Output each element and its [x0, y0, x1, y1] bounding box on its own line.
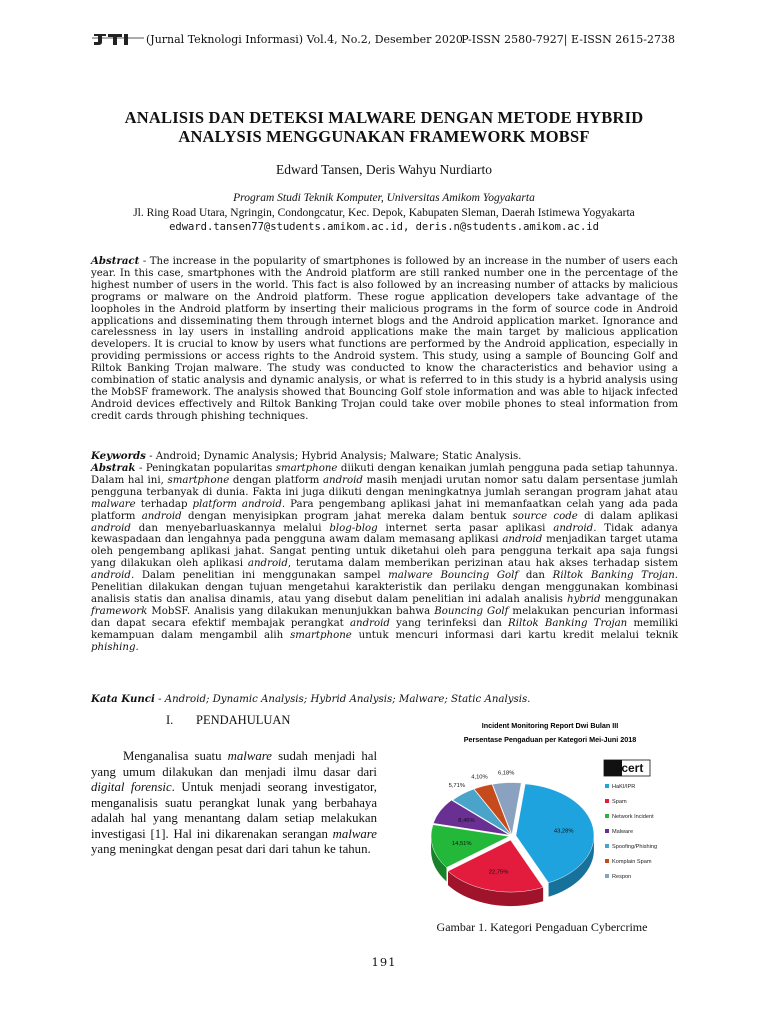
- abstrak-italic: android.: [553, 522, 597, 534]
- abstrak-italic: android: [141, 510, 182, 522]
- abstrak-italic: android: [502, 534, 543, 546]
- legend-swatch: [605, 814, 609, 818]
- abstrak-text: MobSF. Analisis yang dilakukan menunjukkan bahwa: [147, 605, 435, 617]
- figure-caption: Gambar 1. Kategori Pengaduan Cybercrime: [436, 920, 648, 934]
- journal-info: (Jurnal Teknologi Informasi) Vol.4, No.2, Desember 2020: [146, 33, 463, 46]
- legend-label: Spam: [612, 799, 627, 805]
- intro-italic: malware: [332, 826, 377, 841]
- pie-data-label: 14,51%: [451, 841, 472, 848]
- intro-text: sudah menjadi hal yang umum dilakukan dan menjadi ilmu dasar dari: [91, 749, 377, 779]
- chart-legend: [605, 784, 657, 880]
- intro-italic: digital forensic: [91, 780, 172, 794]
- abstrak-text: terhadap: [135, 498, 193, 510]
- pie-data-label: 43,28%: [553, 828, 574, 835]
- abstrak-label: Abstrak: [91, 462, 136, 474]
- abstrak-text: di dalam aplikasi: [577, 510, 679, 522]
- abstrak-italic: hybrid: [567, 593, 601, 605]
- kata-kunci-label: Kata Kunci: [91, 693, 155, 705]
- pie-data-label: 6,18%: [497, 770, 515, 777]
- abstrak-italic: malware Bouncing Golf: [388, 570, 519, 582]
- legend-swatch: [605, 784, 609, 788]
- abstrak-text: dan: [518, 570, 553, 582]
- abstrak-italic: source code: [512, 510, 578, 522]
- legend-swatch: [605, 874, 609, 878]
- legend-swatch: [605, 799, 609, 803]
- abstrak-text: Penelitian dilakukan dengan tujuan mengetahui karakteristik dan perilaku dengan menggunakan kombinasi analisis statis dan analisa dinamis, atau yang disebut dalam penelitian ini adalah analisis: [91, 582, 678, 605]
- idcert-logo-text: idcert: [610, 761, 644, 775]
- abstrak-text: menjadikan target utama oleh pengembang aplikasi jahat. Sangat penting untuk diketahui oleh para pengguna terkait apa saja fungsi yang dilakukan oleh aplikasi: [91, 534, 678, 570]
- issn: P-ISSN 2580-7927| E-ISSN 2615-2738: [461, 33, 675, 46]
- abstrak-text: melakukan pencurian informasi dan dapat secara efektif membajak perangkat: [91, 605, 679, 629]
- abstrak-italic: Bouncing Golf: [434, 605, 509, 617]
- abstrak-italic: phishing.: [91, 641, 139, 653]
- legend-swatch: [605, 844, 609, 848]
- abstrak-italic: blog-blog: [329, 522, 378, 534]
- kata-kunci-text: - Android; Dynamic Analysis; Hybrid Analysis; Malware; Static Analysis.: [154, 694, 531, 705]
- abstract: [91, 256, 678, 423]
- abstrak-italic: platform android.: [192, 498, 286, 510]
- abstrak-text: dan menyebarluaskannya melalui: [130, 522, 330, 534]
- abstrak-italic: android.: [91, 570, 135, 582]
- intro-text: Menganalisa suatu: [123, 749, 228, 763]
- emails: edward.tansen77@students.amikom.ac.id, deris.n@students.amikom.ac.id: [169, 221, 599, 233]
- title-line-1: ANALISIS DAN DETEKSI MALWARE DENGAN METODE HYBRID: [124, 108, 644, 127]
- abstrak-text: dengan platform: [229, 474, 323, 486]
- legend-label: Spoofing/Phishing: [612, 844, 658, 850]
- keywords: [91, 450, 678, 462]
- abstrak-italic: smartphone: [167, 474, 230, 486]
- intro-italic: malware: [227, 749, 272, 763]
- abstrak-italic: android: [349, 617, 390, 629]
- abstrak-italic: android: [247, 558, 288, 570]
- intro-text: . Untuk menjadi seorang investigator, menganalisis suatu perangkat lunak yang berbahaya adalah hal yang menantang dalam setiap melakukan investigasi [1]. Hal ini dikarenakan serangan: [91, 780, 377, 841]
- abstrak-text: - Peningkatan popularitas: [135, 463, 276, 474]
- abstrak-italic: smartphone: [275, 463, 338, 474]
- authors: Edward Tansen, Deris Wahyu Nurdiarto: [275, 162, 493, 177]
- intro-paragraph: [91, 749, 377, 858]
- page-number: 191: [371, 955, 397, 969]
- section-number: I.: [166, 713, 174, 727]
- chart-title: Incident Monitoring Report Dwi Bulan III: [481, 721, 619, 730]
- keywords-label: Keywords: [91, 450, 146, 462]
- abstrak-text: memiliki kemampuan dalam mengambil alih: [91, 617, 678, 641]
- abstrak-italic: framework: [91, 605, 148, 617]
- pie-data-label: 8,46%: [458, 818, 475, 825]
- abstrak-text: Para pengembang aplikasi jahat ini memanfaatkan celah yang ada pada platform: [91, 498, 678, 522]
- legend-label: Network Incident: [612, 814, 654, 820]
- abstrak: [91, 463, 678, 654]
- abstrak-text: Dalam penelitian ini menggunakan sampel: [134, 570, 389, 582]
- paper-title: [90, 108, 678, 146]
- affiliation: Program Studi Teknik Komputer, Universitas Amikom Yogyakarta: [233, 192, 535, 204]
- abstrak-text: Tidak adanya kewaspadaan dan lengahnya pada pengguna awam dalam memasang aplikasi: [91, 522, 679, 546]
- pie-data-label: 22,75%: [488, 869, 509, 876]
- abstrak-text: internet serta pasar aplikasi: [377, 522, 554, 534]
- title-line-2: ANALYSIS MENGGUNAKAN FRAMEWORK MOBSF: [178, 127, 590, 146]
- intro-text: yang meningkat dengan pesat dari dari tahun ke tahun.: [91, 842, 371, 856]
- pie-data-label: 4,10%: [471, 774, 488, 781]
- section-heading: [166, 713, 290, 728]
- abstrak-text: diikuti dengan kenaikan jumlah pengguna pada setiap tahunnya. Dalam hal ini,: [91, 463, 678, 486]
- abstract-label: Abstract: [91, 255, 140, 267]
- legend-swatch: [605, 829, 609, 833]
- abstrak-text: untuk mencuri informasi dari kartu kredit melalui teknik: [351, 629, 678, 641]
- journal-logo: [92, 30, 146, 46]
- abstrak-italic: Riltok Banking Trojan: [508, 617, 628, 629]
- idcert-logo: [604, 760, 650, 776]
- legend-label: Komplain Spam: [612, 859, 652, 865]
- abstrak-italic: smartphone: [290, 629, 352, 641]
- pie-data-label: 5,71%: [448, 783, 466, 790]
- chart-subtitle: Persentase Pengaduan per Kategori Mei-Juni 2018: [463, 735, 637, 744]
- abstrak-italic: Riltok Banking Trojan.: [552, 570, 679, 582]
- legend-label: Respon: [612, 874, 632, 880]
- abstrak-text: masih menjadi urutan nomor satu dalam persentase jumlah pengguna terbanyak di dunia. Fakta ini juga diikuti dengan meningkatnya jumlah serangan program jahat atau: [91, 474, 678, 498]
- legend-label: HaKI/IPR: [612, 784, 636, 790]
- abstract-text: - The increase in the popularity of smartphones is followed by an increase in the number of users each year. In this case, smartphones with the Android platform are still ranked number one in the percentage of the highest number of users in the world. This fact is also followed by an increasing number of attacks by malicious programs or malware on the Android platform. These rogue application developers take advantage of the loopholes in the Android platform by inserting their malicious programs in the form of source code in Android applications and disseminating them through internet blogs and the Android application market. Ignorance and carelessness in lay users in installing android applications make the main target by malicious application developers. It is crucial to know by users what functions are performed by the Android application, especially in providing permissions or access rights to the Android system. This study, using a sample of Bouncing Golf and Riltok Banking Trojan malware. The study was conducted to know the characteristics and behavior using a combination of static analysis and dynamic analysis, or what is referred to in this study is a hybrid analysis using the MobSF framework. The analysis showed that Bouncing Golf stole information and was able to hijack infected Android devices effectively and Riltok Banking Trojan could take over mobile phones to steal information from credit cards through phishing techniques.: [91, 256, 678, 422]
- abstrak-text: menggunakan: [600, 593, 678, 605]
- legend-swatch: [605, 859, 609, 863]
- abstrak-text: yang terinfeksi dan: [389, 617, 509, 629]
- abstrak-text: dengan menyisipkan program jahat mereka dalam bentuk: [181, 510, 513, 522]
- abstrak-italic: malware: [91, 498, 136, 510]
- address: Jl. Ring Road Utara, Ngringin, Condongcatur, Kec. Depok, Kabupaten Sleman, Daerah Istimewa Yogyakarta: [133, 207, 635, 219]
- keywords-text: - Android; Dynamic Analysis; Hybrid Analysis; Malware; Static Analysis.: [145, 451, 522, 462]
- pie-chart: [420, 718, 680, 914]
- abstrak-italic: android: [91, 522, 131, 534]
- section-title: PENDAHULUAN: [196, 713, 291, 727]
- legend-label: Malware: [612, 829, 634, 835]
- kata-kunci: [91, 693, 678, 705]
- abstrak-text: , terutama dalam memberikan perizinan atau hak akses terhadap sistem: [287, 558, 678, 570]
- abstrak-italic: android: [322, 474, 363, 486]
